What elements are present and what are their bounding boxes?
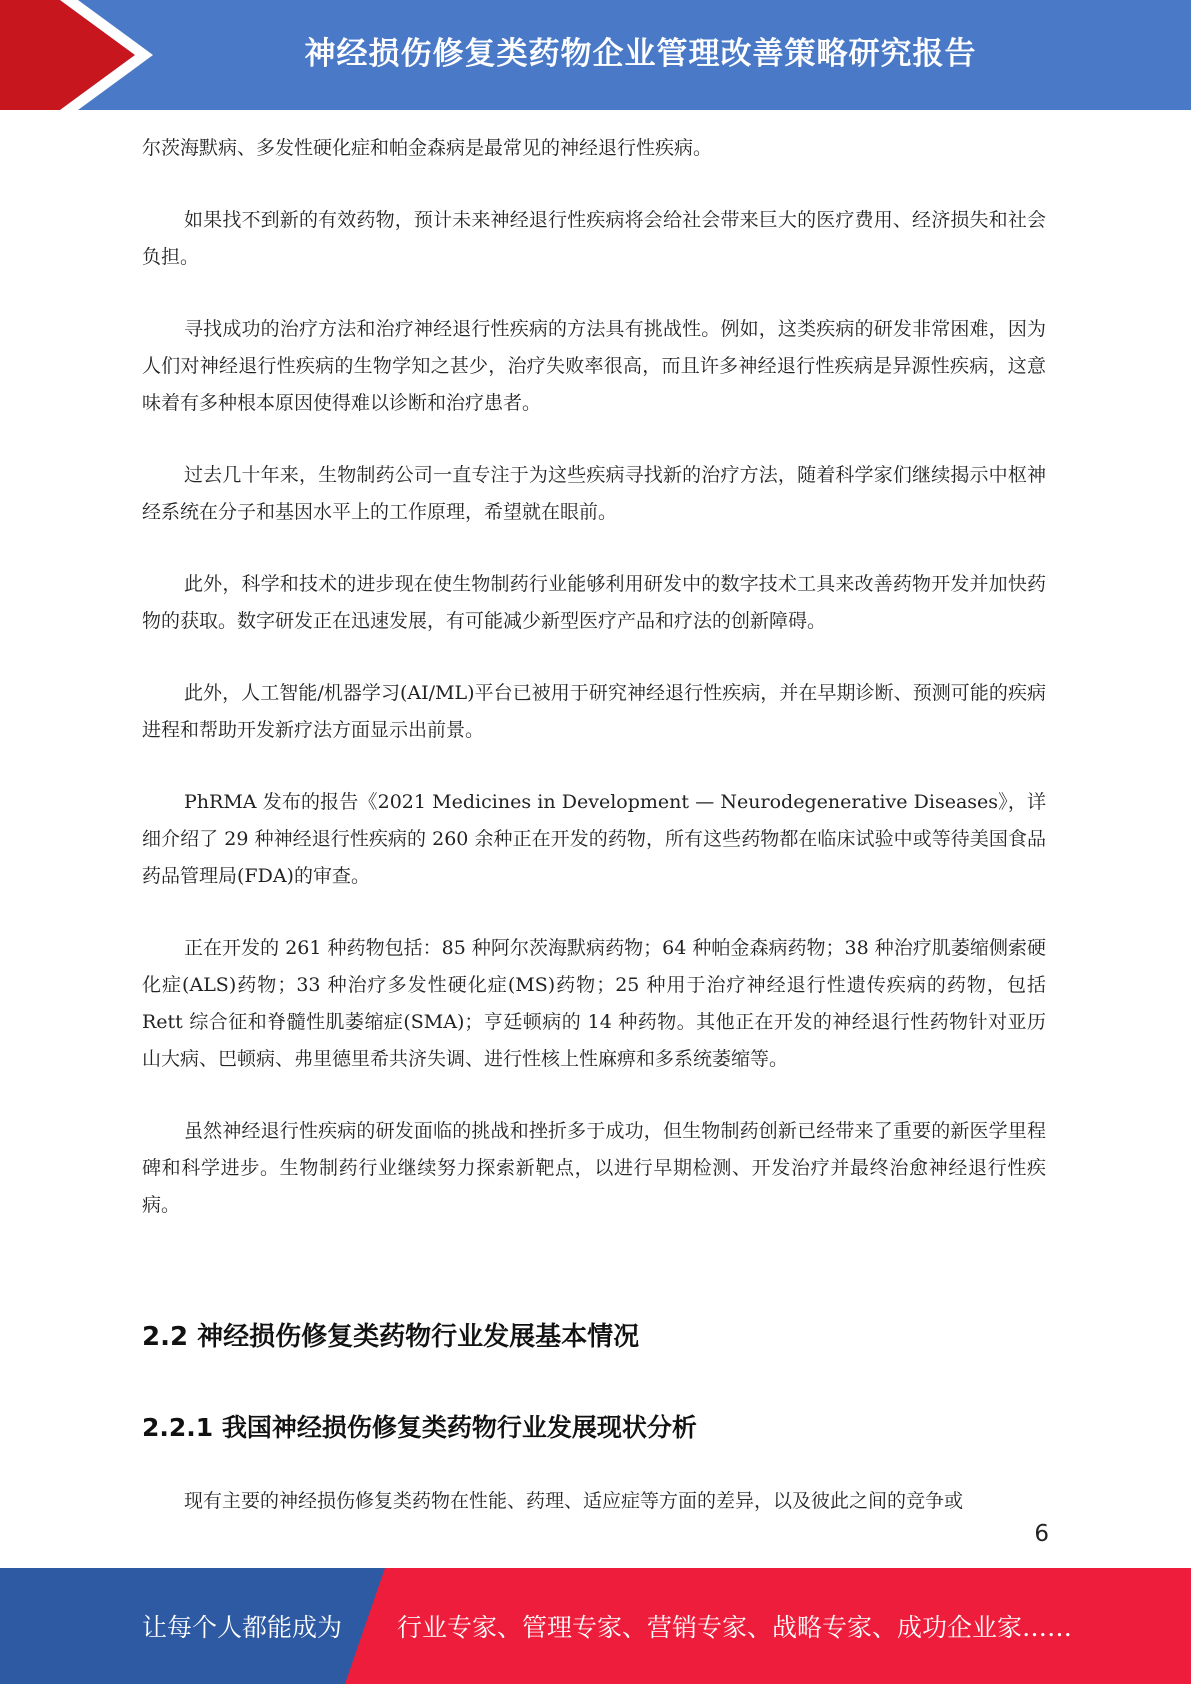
page-footer <box>0 1568 1191 1684</box>
paragraph: 此外，科学和技术的进步现在使生物制药行业能够利用研发中的数字技术工具来改善药物开发并加快药物的获取。数字研发正在迅速发展，有可能减少新型医疗产品和疗法的创新障碍。 <box>142 573 1046 632</box>
paragraph: 过去几十年来，生物制药公司一直专注于为这些疾病寻找新的治疗方法，随着科学家们继续揭示中枢神经系统在分子和基因水平上的工作原理，希望就在眼前。 <box>142 464 1046 523</box>
paragraph: 现有主要的神经损伤修复类药物在性能、药理、适应症等方面的差异，以及彼此之间的竞争或 <box>184 1490 964 1512</box>
page-header <box>0 0 1191 110</box>
paragraph: 正在开发的 261 种药物包括：85 种阿尔茨海默病药物；64 种帕金森病药物；38 种治疗肌萎缩侧索硬化症(ALS)药物；33 种治疗多发性硬化症(MS)药物；25 种用于治疗神经退行性遗传疾病的药物，包括 Rett 综合征和脊髓性肌萎缩症(SMA)；亨廷顿病的 14 种药物。其他正在开发的神经退行性药物针对亚历山大病、巴顿病、弗里德里希共济失调、进行性核上性麻痹和多系统萎缩等。 <box>142 937 1046 1070</box>
paragraph: PhRMA 发布的报告《2021 Medicines in Development — Neurodegenerative Diseases》，详细介绍了 29 种神经退行性疾病的 260 余种正在开发的药物，所有这些药物都在临床试验中或等待美国食品药品管理局(FDA)的审查。 <box>142 791 1046 887</box>
footer-slogan-left: 让每个人都能成为 <box>142 1613 343 1642</box>
page-number: 6 <box>1034 1521 1049 1547</box>
document-body <box>142 130 1046 1259</box>
header-arrow-decoration <box>0 0 160 110</box>
subsection-heading: 2.2.1 我国神经损伤修复类药物行业发展现状分析 <box>142 1413 697 1442</box>
section-heading: 2.2 神经损伤修复类药物行业发展基本情况 <box>142 1322 640 1352</box>
report-title: 神经损伤修复类药物企业管理改善策略研究报告 <box>304 35 977 72</box>
paragraph: 寻找成功的治疗方法和治疗神经退行性疾病的方法具有挑战性。例如，这类疾病的研发非常困难，因为人们对神经退行性疾病的生物学知之甚少，治疗失败率很高，而且许多神经退行性疾病是异源性疾病，这意味着有多种根本原因使得难以诊断和治疗患者。 <box>142 318 1046 414</box>
paragraph: 尔茨海默病、多发性硬化症和帕金森病是最常见的神经退行性疾病。 <box>142 137 713 159</box>
paragraph: 如果找不到新的有效药物，预计未来神经退行性疾病将会给社会带来巨大的医疗费用、经济损失和社会负担。 <box>142 209 1046 268</box>
footer-slogan-right: 行业专家、管理专家、营销专家、战略专家、成功企业家…… <box>397 1613 1073 1642</box>
paragraph: 虽然神经退行性疾病的研发面临的挑战和挫折多于成功，但生物制药创新已经带来了重要的新医学里程碑和科学进步。生物制药行业继续努力探索新靶点，以进行早期检测、开发治疗并最终治愈神经退行性疾病。 <box>142 1120 1046 1216</box>
paragraph: 此外，人工智能/机器学习(AI/ML)平台已被用于研究神经退行性疾病，并在早期诊断、预测可能的疾病进程和帮助开发新疗法方面显示出前景。 <box>142 682 1046 741</box>
